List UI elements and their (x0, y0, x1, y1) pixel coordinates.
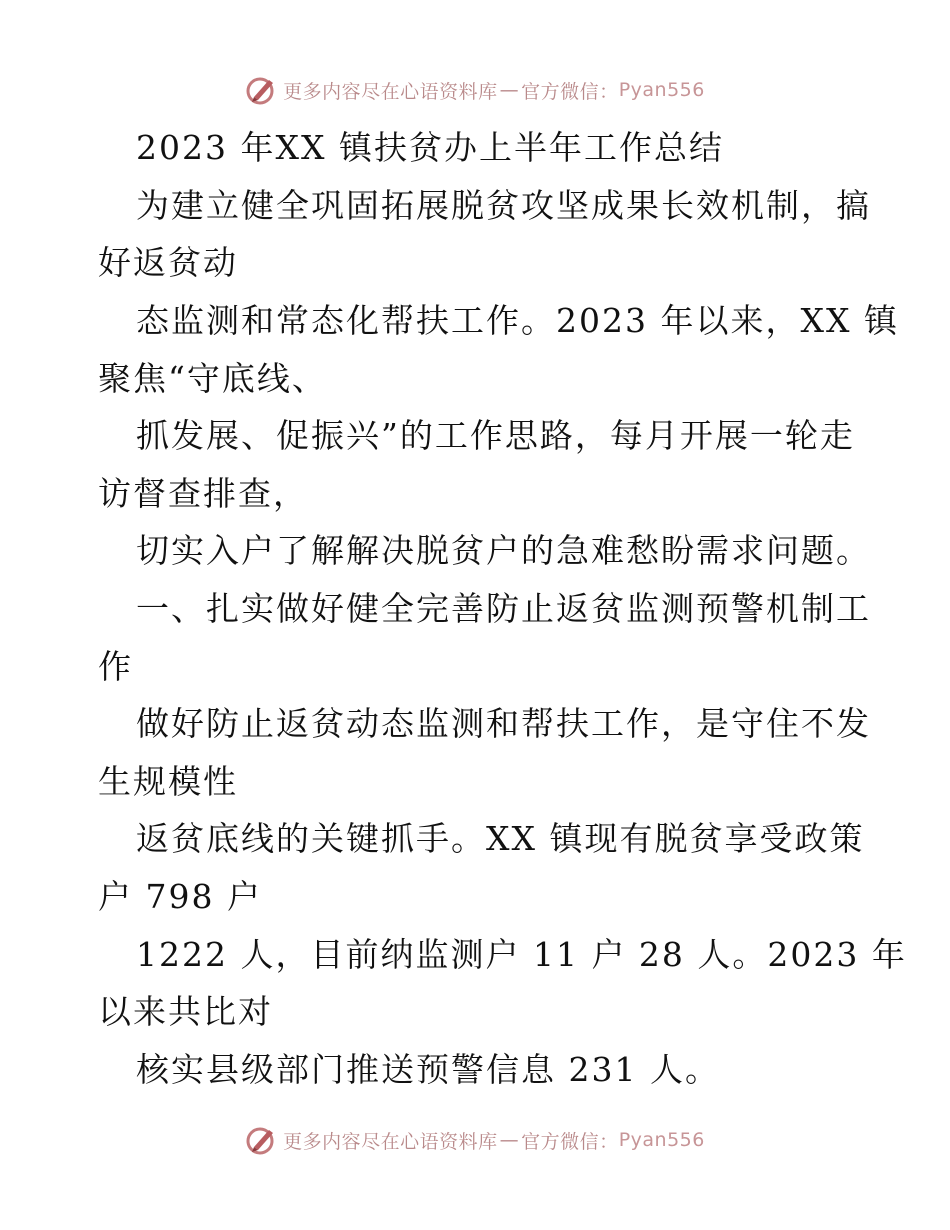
watermark-text: 更多内容尽在心语资料库 (283, 1130, 498, 1153)
watermark-label: 官方微信： (521, 80, 619, 103)
section-heading: 一、扎实做好健全完善防止返贫监测预警机制工 (136, 589, 871, 628)
document-line: 返贫底线的关键抓手。XX 镇现有脱贫享受政策 (136, 819, 865, 858)
document-line: 以来共比对 (98, 992, 273, 1031)
document-line: 户 798 户 (98, 877, 262, 916)
document-title: 2023 年XX 镇扶贫办上半年工作总结 (136, 128, 724, 167)
watermark-id: Pyan556 (618, 79, 705, 101)
watermark-separator: — (499, 79, 520, 101)
pen-circle-logo-icon (245, 1123, 279, 1157)
pen-circle-logo-icon (245, 73, 279, 107)
watermark-separator: — (499, 1129, 520, 1151)
document-line: 核实县级部门推送预警信息 231 人。 (136, 1050, 720, 1089)
document-line: 切实入户了解解决脱贫户的急难愁盼需求问题。 (136, 531, 871, 570)
document-line: 聚焦“守底线、 (98, 359, 327, 398)
document-line: 为建立健全巩固拓展脱贫攻坚成果长效机制，搞 (136, 186, 871, 225)
document-line: 做好防止返贫动态监测和帮扶工作，是守住不发 (136, 704, 871, 743)
document-line: 态监测和常态化帮扶工作。2023 年以来，XX 镇 (136, 301, 899, 340)
document-line: 1222 人，目前纳监测户 11 户 28 人。2023 年 (136, 935, 907, 974)
watermark-text: 更多内容尽在心语资料库 (283, 80, 498, 103)
watermark-id: Pyan556 (618, 1129, 705, 1151)
footer-watermark (0, 1120, 950, 1160)
header-watermark (0, 70, 950, 110)
watermark-label: 官方微信： (521, 1130, 619, 1153)
document-line: 抓发展、促振兴”的工作思路，每月开展一轮走 (136, 416, 855, 455)
document-line: 生规模性 (98, 762, 238, 801)
document-line: 好返贫动 (98, 243, 238, 282)
section-heading-continued: 作 (98, 647, 133, 686)
document-line: 访督查排查， (98, 474, 308, 513)
